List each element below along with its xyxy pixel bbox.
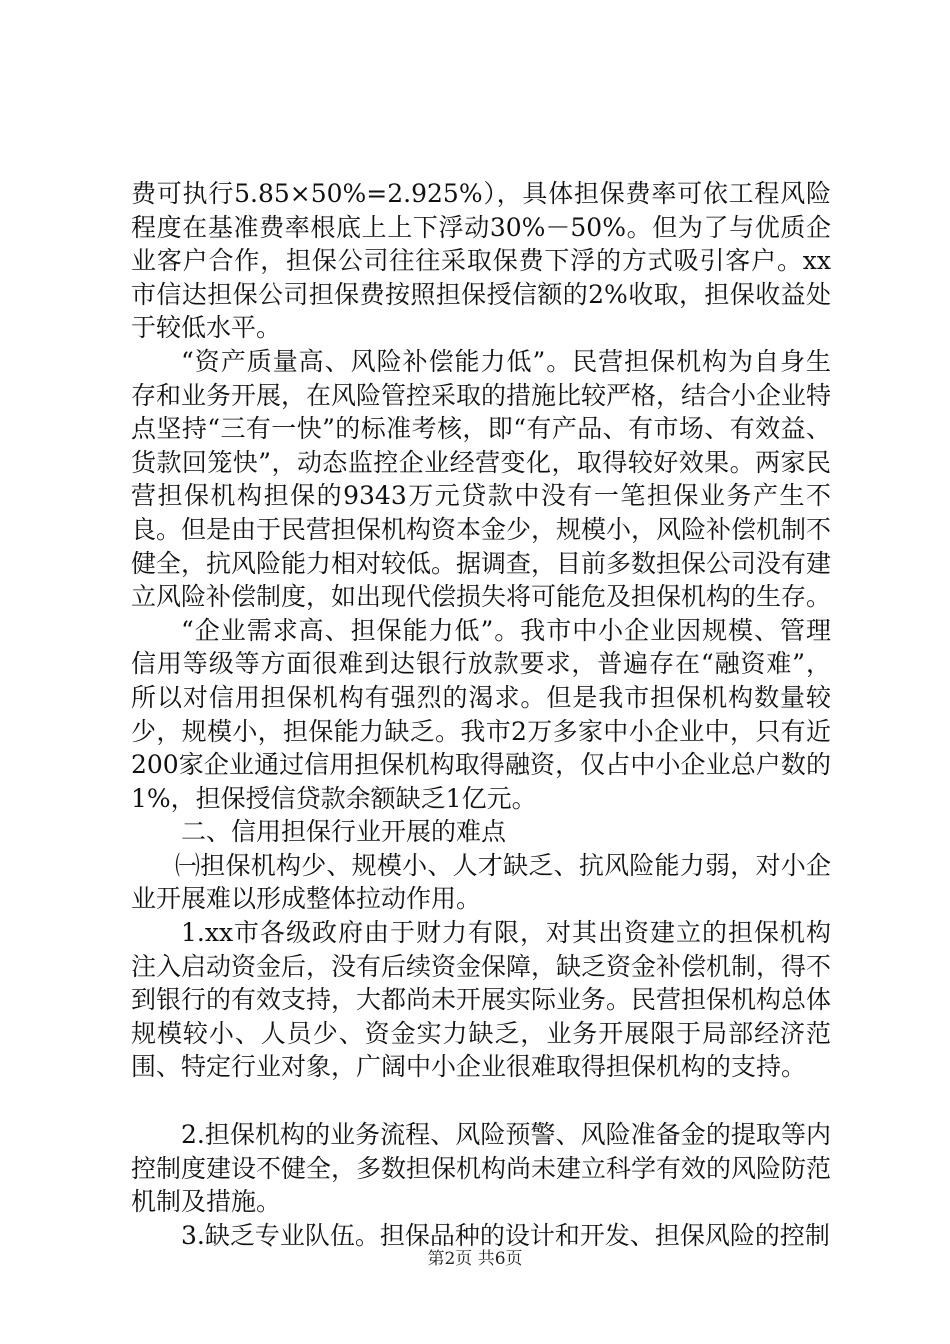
paragraph-asset-quality: “资产质量高、风险补偿能力低”。民营担保机构为自身生存和业务开展，在风险管控采取的措施比较严格，结合小企业特点坚持“三有一快”的标准考核，即“有产品、有市场、有效益、货款回笼快”，动态监控企业经营变化，取得较好效果。两家民营担保机构担保的9343万元贷款中没有一笔担保业务产生不良。但是由于民营担保机构资本金少，规模小，风险补偿机制不健全，抗风险能力相对较低。据调查，目前多数担保公司没有建立风险补偿制度，如出现代偿损失将可能危及担保机构的生存。 — [131, 346, 832, 612]
document-body — [131, 177, 831, 1252]
subsection-heading-1: ㈠担保机构少、规模小、人才缺乏、抗风险能力弱，对小企业开展难以形成整体拉动作用。 — [131, 850, 831, 914]
paragraph-item-2: 2.担保机构的业务流程、风险预警、风险准备金的提取等内控制度建设不健全，多数担保机构尚未建立科学有效的风险防范机制及措施。 — [131, 1120, 832, 1217]
page-number: 第2页 共6页 — [427, 1249, 523, 1269]
paragraph-item-3: 3.缺乏专业队伍。担保品种的设计和开发、担保风险的控制 — [181, 1220, 830, 1250]
page-footer — [0, 1244, 950, 1269]
paragraph-guarantee-fee: 费可执行5.85×50%=2.925%），具体担保费率可依工程风险程度在基准费率根底上上下浮动30%－50%。但为了与优质企业客户合作，担保公司往往采取保费下浮的方式吸引客户。xx市信达担保公司担保费按照担保授信额的2%收取，担保收益处于较低水平。 — [131, 179, 831, 343]
paragraph-item-1: 1.xx市各级政府由于财力有限，对其出资建立的担保机构注入启动资金后，没有后续资金保障，缺乏资金补偿机制，得不到银行的有效支持，大都尚未开展实际业务。民营担保机构总体规模较小、人员少、资金实力缺乏，业务开展限于局部经济范围、特定行业对象，广阔中小企业很难取得担保机构的支持。 — [131, 918, 832, 1082]
paragraph-spacer — [131, 1084, 831, 1118]
section-heading-difficulties: 二、信用担保行业开展的难点 — [181, 817, 507, 847]
paragraph-enterprise-demand: “企业需求高、担保能力低”。我市中小企业因规模、管理信用等级等方面很难到达银行放款要求，普遍存在“融资难”，所以对信用担保机构有强烈的渴求。但是我市担保机构数量较少，规模小，担保能力缺乏。我市2万多家中小企业中，只有近200家企业通过信用担保机构取得融资，仅占中小企业总户数的1%，担保授信贷款余额缺乏1亿元。 — [131, 615, 831, 813]
